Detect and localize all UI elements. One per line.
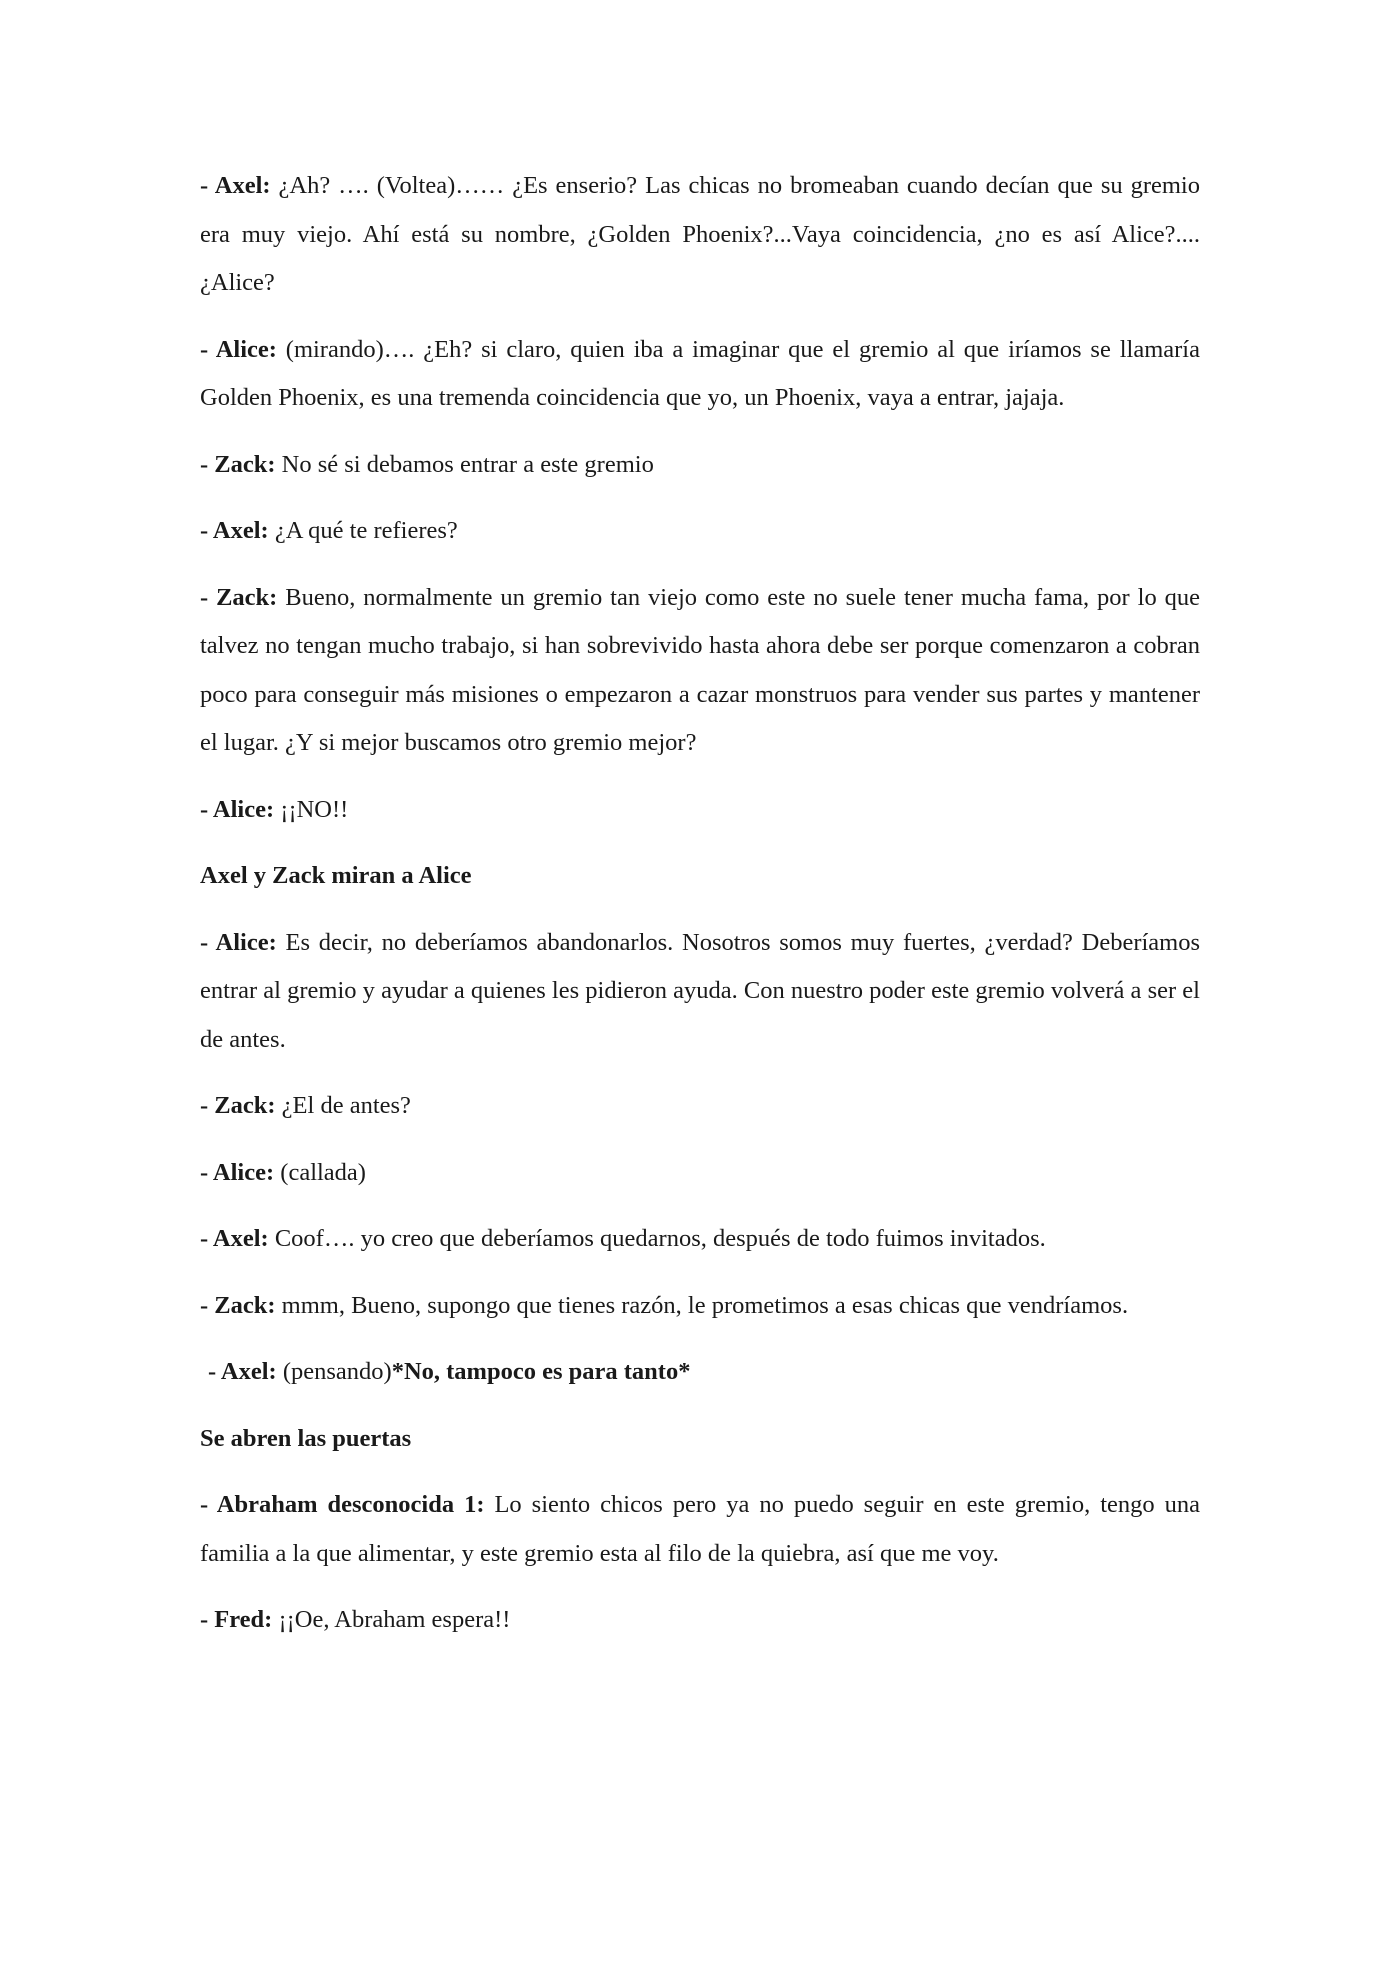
dialogue-text: Es decir, no deberíamos abandonarlos. Nosotros somos muy fuertes, ¿verdad? Deberíamos entrar al gremio y ayudar a quienes les pidieron ayuda. Con nuestro poder este gremio volverá a ser el de antes. — [200, 928, 1200, 1053]
dialogue-text: ¿El de antes? — [275, 1092, 411, 1119]
speaker-label: - Zack: — [200, 583, 278, 611]
stage-direction: Se abren las puertas — [200, 1424, 412, 1452]
speaker-label: - Zack: — [200, 1092, 276, 1119]
speaker-label: - Alice: — [200, 795, 275, 823]
speaker-label: - Fred: — [200, 1606, 273, 1633]
speaker-label: - Axel: — [208, 1358, 277, 1385]
dialogue-text: Lo siento chicos pero ya no puedo seguir en este gremio, tengo una familia a la que alimentar, y este gremio esta al filo de la quiebra, así que me voy. — [200, 1491, 1200, 1567]
stage-direction: Axel y Zack miran a Alice — [200, 862, 472, 889]
dialogue-text: ¡¡NO!! — [274, 795, 349, 823]
dialogue-text: Coof…. yo creo que deberíamos quedarnos, después de todo fuimos invitados. — [268, 1225, 1046, 1252]
dialogue-paragraph — [200, 441, 1200, 490]
document-body — [200, 162, 1200, 1663]
dialogue-text: ¡¡Oe, Abraham espera!! — [272, 1606, 511, 1633]
speaker-label: - Axel: — [200, 1225, 269, 1252]
dialogue-paragraph — [200, 1348, 1200, 1397]
dialogue-paragraph — [200, 1596, 1200, 1645]
dialogue-text: (pensando) — [276, 1358, 392, 1385]
dialogue-text: mmm, Bueno, supongo que tienes razón, le prometimos a esas chicas que vendríamos. — [275, 1291, 1129, 1319]
dialogue-paragraph — [200, 786, 1200, 835]
dialogue-paragraph — [200, 162, 1200, 308]
dialogue-paragraph — [200, 1282, 1200, 1331]
speaker-label: - Alice: — [200, 1158, 275, 1186]
dialogue-text: (callada) — [274, 1158, 366, 1186]
dialogue-paragraph — [200, 919, 1200, 1065]
dialogue-paragraph — [200, 574, 1200, 768]
dialogue-paragraph — [200, 1215, 1200, 1264]
speaker-label: - Alice: — [200, 335, 277, 363]
thought-emphasis: *No, tampoco es para tanto* — [391, 1358, 691, 1385]
dialogue-paragraph — [200, 1149, 1200, 1198]
dialogue-paragraph — [200, 1481, 1200, 1578]
dialogue-text: ¿Ah? …. (Voltea)…… ¿Es enserio? Las chicas no bromeaban cuando decían que su gremio era muy viejo. Ahí está su nombre, ¿Golden Phoenix?...Vaya coincidencia, ¿no es así Alice?.... ¿Alice? — [200, 172, 1200, 296]
speaker-label: - Axel: — [200, 172, 271, 199]
dialogue-text: Bueno, normalmente un gremio tan viejo como este no suele tener mucha fama, por lo que talvez no tengan mucho trabajo, si han sobrevivido hasta ahora debe ser porque comenzaron a cobran poco para conseguir más misiones o empezaron a cazar monstruos para vender sus partes y mantener el lugar. ¿Y si mejor buscamos otro gremio mejor? — [200, 583, 1200, 756]
speaker-label: - Alice: — [200, 928, 277, 956]
dialogue-text: (mirando)…. ¿Eh? si claro, quien iba a imaginar que el gremio al que iríamos se llamaría Golden Phoenix, es una tremenda coincidencia que yo, un Phoenix, vaya a entrar, jajaja. — [200, 335, 1200, 411]
dialogue-text: ¿A qué te refieres? — [268, 517, 458, 544]
dialogue-paragraph — [200, 326, 1200, 423]
dialogue-text: No sé si debamos entrar a este gremio — [275, 450, 654, 478]
speaker-label: - Axel: — [200, 517, 269, 544]
dialogue-paragraph — [200, 507, 1200, 556]
speaker-label: - Abraham desconocida 1: — [200, 1491, 485, 1518]
dialogue-paragraph — [200, 1082, 1200, 1131]
speaker-label: - Zack: — [200, 1291, 276, 1319]
speaker-label: - Zack: — [200, 450, 276, 478]
